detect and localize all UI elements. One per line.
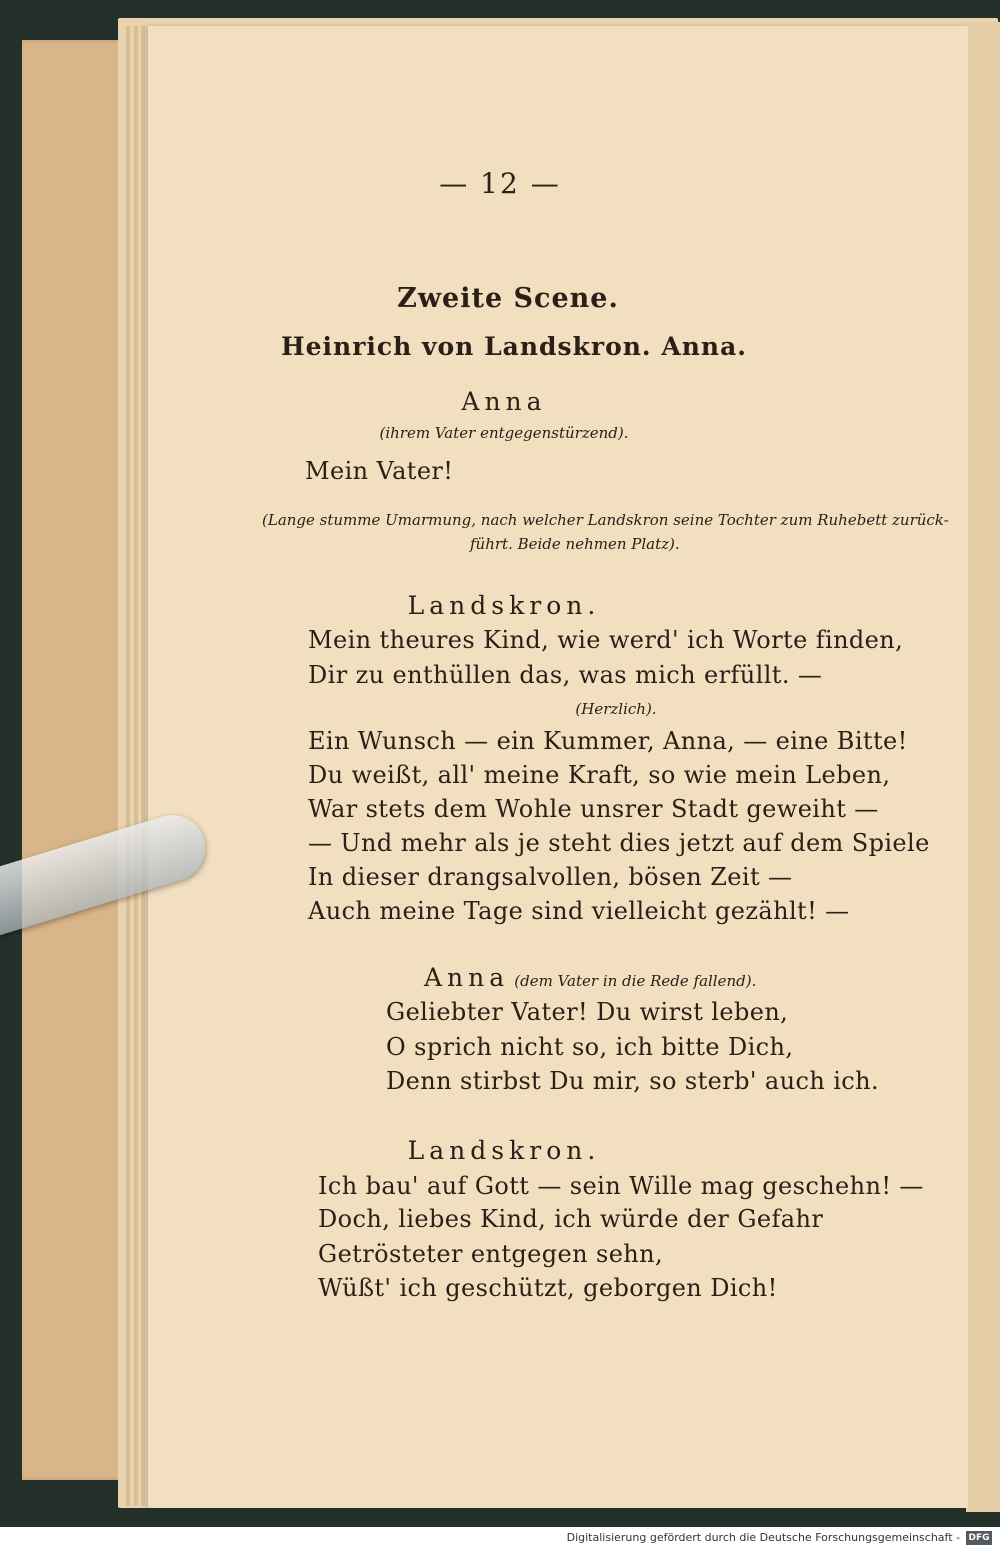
stage-direction: (Herzlich). [575, 700, 657, 718]
speaker-landskron: Landskron. [407, 1136, 601, 1165]
verse-line: Wüßt' ich geschützt, geborgen Dich! [318, 1274, 778, 1302]
verse-line: Ich bau' auf Gott — sein Wille mag geschehn! — [318, 1172, 924, 1200]
verse-line: Getrösteter entgegen sehn, [318, 1240, 664, 1268]
digitization-footer [0, 1527, 1000, 1549]
stage-direction: (dem Vater in die Rede fallend). [514, 972, 757, 990]
speaker-landskron: Landskron. [407, 591, 601, 620]
verse-line: In dieser drangsalvollen, bösen Zeit — [308, 863, 793, 891]
verse-line: — Und mehr als je steht dies jetzt auf dem Spiele [308, 829, 930, 857]
dfg-logo: DFG [966, 1531, 992, 1545]
verse-line: O sprich nicht so, ich bitte Dich, [386, 1033, 794, 1061]
stage-direction: (ihrem Vater entgegenstürzend). [379, 424, 629, 442]
verse-line: Mein Vater! [305, 457, 454, 485]
stage-direction: (Lange stumme Umarmung, nach welcher Landskron seine Tochter zum Ruhebett zurück- [262, 511, 949, 529]
verse-line: War stets dem Wohle unsrer Stadt geweiht — [308, 795, 879, 823]
speaker-anna: Anna [424, 963, 510, 992]
verse-line: Du weißt, all' meine Kraft, so wie mein Leben, [308, 761, 891, 789]
page-number: — 12 — [439, 167, 561, 200]
stage-direction: führt. Beide nehmen Platz). [470, 535, 680, 553]
scene-title: Zweite Scene. [397, 283, 619, 314]
speaker-anna: Anna [461, 387, 547, 416]
persons-heading: Heinrich von Landskron. Anna. [281, 332, 747, 361]
verse-line: Denn stirbst Du mir, so sterb' auch ich. [386, 1067, 880, 1095]
speaker-line [424, 963, 756, 992]
verse-line: Dir zu enthüllen das, was mich erfüllt. — [308, 661, 823, 689]
verse-line: Mein theures Kind, wie werd' ich Worte finden, [308, 626, 904, 654]
verse-line: Doch, liebes Kind, ich würde der Gefahr [318, 1205, 824, 1233]
verse-line: Ein Wunsch — ein Kummer, Anna, — eine Bitte! [308, 727, 908, 755]
verse-line: Geliebter Vater! Du wirst leben, [386, 998, 789, 1026]
funding-credit: Digitalisierung gefördert durch die Deutsche Forschungsgemeinschaft - [566, 1531, 960, 1544]
verse-line: Auch meine Tage sind vielleicht gezählt! — [308, 897, 850, 925]
